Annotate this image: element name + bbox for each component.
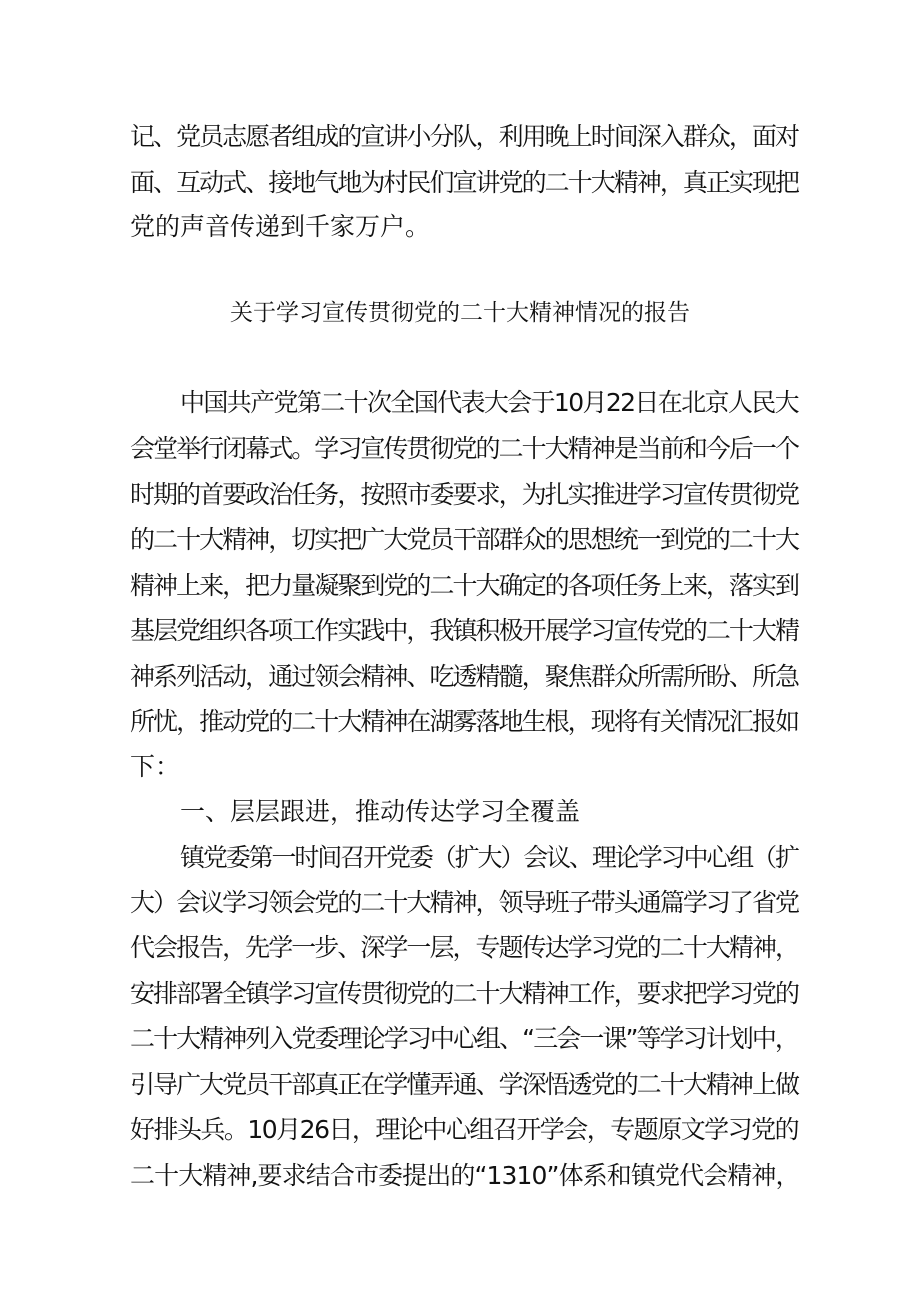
- text-line: 二十大精神,要求结合市委提出的“1310”体系和镇党代会精神，: [130, 1161, 800, 1190]
- text-line: 的二十大精神，切实把广大党员干部群众的思想统一到党的二十大: [130, 525, 799, 554]
- text-line: 引导广大党员干部真正在学懂弄通、学深悟透党的二十大精神上做: [130, 1070, 799, 1099]
- text-line: 时期的首要政治任务，按照市委要求，为扎实推进学习宣传贯彻党: [130, 480, 799, 509]
- text-line: 记、党员志愿者组成的宣讲小分队，利用晚上时间深入群众，面对: [130, 122, 799, 151]
- text-line: 党的声音传递到千家万户。: [130, 212, 431, 241]
- text-line: 大）会议学习领会党的二十大精神，领导班子带头通篇学习了省党: [130, 888, 799, 917]
- text-line: 基层党组织各项工作实践中，我镇积极开展学习宣传党的二十大精: [130, 616, 799, 645]
- text-line: 镇党委第一时间召开党委（扩大）会议、理论学习中心组（扩: [180, 843, 798, 872]
- text-line: 中国共产党第二十次全国代表大会于10月22日在北京人民大: [180, 388, 798, 417]
- text-line: 会堂举行闭幕式。学习宣传贯彻党的二十大精神是当前和今后一个: [130, 434, 799, 463]
- report-title: 关于学习宣传贯彻党的二十大精神情况的报告: [230, 300, 690, 326]
- section-heading: 一、层层跟进，推动传达学习全覆盖: [180, 797, 581, 826]
- text-line: 神系列活动，通过领会精神、吃透精髓，聚焦群众所需所盼、所急: [130, 662, 799, 691]
- text-line: 二十大精神列入党委理论学习中心组、“三会一课”等学习计划中，: [130, 1024, 798, 1053]
- text-line: 安排部署全镇学习宣传贯彻党的二十大精神工作，要求把学习党的: [130, 979, 799, 1008]
- text-line: 代会报告，先学一步、深学一层，专题传达学习党的二十大精神，: [130, 933, 799, 962]
- text-line: 精神上来，把力量凝聚到党的二十大确定的各项任务上来，落实到: [130, 571, 799, 600]
- text-line: 所忧，推动党的二十大精神在湖雾落地生根，现将有关情况汇报如: [130, 707, 799, 736]
- text-line: 面、互动式、接地气地为村民们宣讲党的二十大精神，真正实现把: [130, 168, 799, 197]
- text-line: 下：: [130, 752, 181, 781]
- text-line: 好排头兵。10月26日，理论中心组召开学会，专题原文学习党的: [130, 1115, 799, 1144]
